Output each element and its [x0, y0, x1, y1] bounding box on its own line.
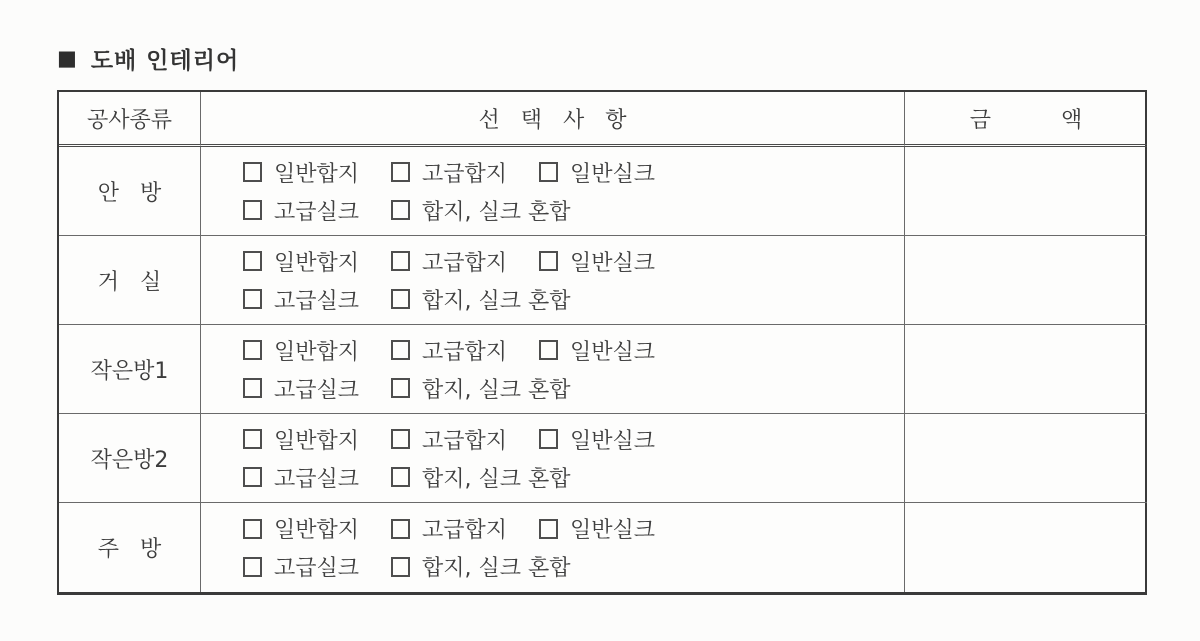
row-label-master-bedroom: 안 방: [59, 147, 201, 236]
option-label: 고급합지: [422, 428, 508, 454]
amount-cell: [905, 147, 1147, 236]
option-label: 고급합지: [422, 250, 508, 276]
option-mixed: [391, 284, 571, 315]
option-label: 일반합지: [274, 518, 360, 543]
amount-cell: [905, 503, 1147, 592]
option-label: 일반실크: [570, 339, 656, 365]
option-label: 합지, 실크 혼합: [422, 377, 571, 403]
option-label: 일반합지: [274, 428, 360, 454]
option-label: 고급실크: [274, 466, 360, 492]
row-label-living-room: 거 실: [59, 236, 201, 325]
option-normal-hapji: [243, 157, 359, 188]
checkbox-icon[interactable]: [539, 162, 558, 182]
option-premium-hapji: [391, 335, 507, 366]
option-label: 일반실크: [570, 518, 656, 543]
checkbox-icon[interactable]: [243, 200, 262, 220]
options-line-1: [243, 331, 904, 369]
option-label: 고급실크: [274, 288, 360, 314]
checkbox-icon[interactable]: [391, 340, 410, 360]
title-bullet-icon: ■: [57, 46, 78, 70]
option-premium-hapji: [391, 513, 507, 544]
option-label: 합지, 실크 혼합: [422, 288, 571, 314]
option-label: 고급실크: [274, 556, 360, 581]
checkbox-icon[interactable]: [243, 519, 262, 539]
row-label-small-room-2: 작은방2: [59, 414, 201, 503]
options-line-2: [243, 548, 904, 586]
options-line-1: [243, 510, 904, 548]
options-cell: [201, 236, 905, 325]
amount-cell: [905, 414, 1147, 503]
option-label: 고급실크: [274, 377, 360, 403]
option-normal-silk: [539, 157, 655, 188]
option-label: 일반합지: [274, 161, 360, 187]
checkbox-icon[interactable]: [243, 429, 262, 449]
header-options: 선 택 사 항: [201, 92, 905, 147]
option-label: 일반합지: [274, 339, 360, 365]
options-line-2: [243, 369, 904, 407]
option-mixed: [391, 551, 571, 582]
option-normal-hapji: [243, 335, 359, 366]
checkbox-icon[interactable]: [391, 200, 410, 220]
option-mixed: [391, 195, 571, 226]
option-premium-silk: [243, 195, 359, 226]
option-label: 고급실크: [274, 199, 360, 225]
option-normal-silk: [539, 246, 655, 277]
option-premium-hapji: [391, 424, 507, 455]
amount-cell: [905, 325, 1147, 414]
checkbox-icon[interactable]: [243, 340, 262, 360]
option-normal-hapji: [243, 513, 359, 544]
checkbox-icon[interactable]: [391, 251, 410, 271]
checkbox-icon[interactable]: [539, 519, 558, 539]
options-line-2: [243, 280, 904, 318]
checkbox-icon[interactable]: [243, 251, 262, 271]
option-normal-silk: [539, 513, 655, 544]
option-premium-silk: [243, 551, 359, 582]
checkbox-icon[interactable]: [391, 519, 410, 539]
checkbox-icon[interactable]: [391, 378, 410, 398]
option-mixed: [391, 462, 571, 493]
options-cell: [201, 147, 905, 236]
checkbox-icon[interactable]: [391, 467, 410, 487]
option-label: 합지, 실크 혼합: [422, 199, 571, 225]
page-title-text: 도배 인테리어: [90, 48, 240, 74]
checkbox-icon[interactable]: [391, 557, 410, 577]
option-label: 고급합지: [422, 339, 508, 365]
row-label-kitchen: 주 방: [59, 503, 201, 592]
options-line-1: [243, 153, 904, 191]
header-construction-type: 공사종류: [59, 92, 201, 147]
checkbox-icon[interactable]: [539, 251, 558, 271]
checkbox-icon[interactable]: [243, 557, 262, 577]
wallpaper-selection-table: [57, 90, 1147, 595]
option-label: 일반합지: [274, 250, 360, 276]
option-normal-silk: [539, 424, 655, 455]
option-mixed: [391, 373, 571, 404]
option-label: 일반실크: [570, 250, 656, 276]
option-premium-silk: [243, 373, 359, 404]
checkbox-icon[interactable]: [391, 429, 410, 449]
amount-cell: [905, 236, 1147, 325]
option-label: 고급합지: [422, 161, 508, 187]
checkbox-icon[interactable]: [539, 429, 558, 449]
option-label: 합지, 실크 혼합: [422, 466, 571, 492]
checkbox-icon[interactable]: [243, 289, 262, 309]
options-line-2: [243, 191, 904, 229]
option-premium-hapji: [391, 246, 507, 277]
option-premium-hapji: [391, 157, 507, 188]
options-cell: [201, 325, 905, 414]
checkbox-icon[interactable]: [391, 162, 410, 182]
options-line-2: [243, 458, 904, 496]
checkbox-icon[interactable]: [243, 378, 262, 398]
option-premium-silk: [243, 284, 359, 315]
option-label: 일반실크: [570, 161, 656, 187]
option-premium-silk: [243, 462, 359, 493]
options-line-1: [243, 420, 904, 458]
options-line-1: [243, 242, 904, 280]
checkbox-icon[interactable]: [243, 467, 262, 487]
option-normal-silk: [539, 335, 655, 366]
option-label: 합지, 실크 혼합: [422, 556, 571, 581]
option-label: 고급합지: [422, 518, 508, 543]
checkbox-icon[interactable]: [539, 340, 558, 360]
page-title: [57, 42, 239, 75]
checkbox-icon[interactable]: [391, 289, 410, 309]
row-label-small-room-1: 작은방1: [59, 325, 201, 414]
checkbox-icon[interactable]: [243, 162, 262, 182]
option-normal-hapji: [243, 424, 359, 455]
header-amount: 금 액: [905, 92, 1147, 147]
option-label: 일반실크: [570, 428, 656, 454]
options-cell: [201, 414, 905, 503]
option-normal-hapji: [243, 246, 359, 277]
options-cell: [201, 503, 905, 592]
